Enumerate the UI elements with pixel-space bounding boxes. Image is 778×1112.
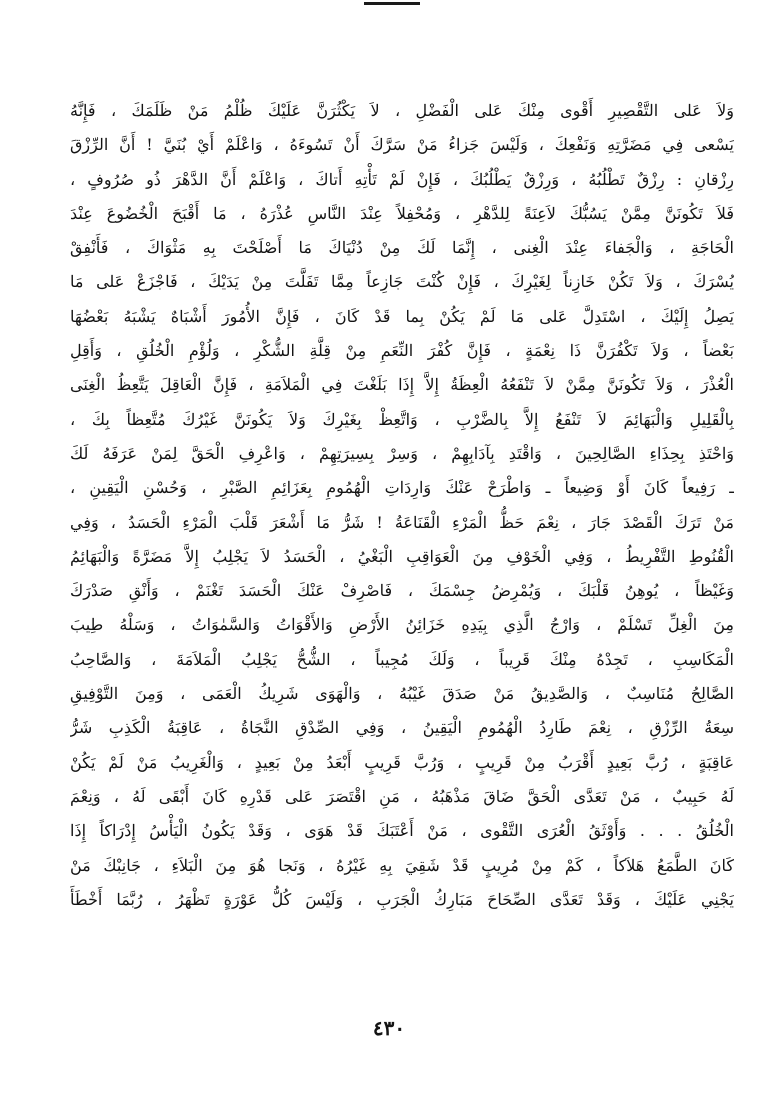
- text-line: يَسْعى فِي مَضَرَّتِهِ وَنَفْعِكَ ، وَلَيْسَ جَزاءُ مَنْ سَرَّكَ أَنْ تَسُوءَهُ ، وَاعْلَمْ أَيْ بُنَيَّ ! أَنَّ الرِّزْقَ: [70, 135, 734, 155]
- text-line: وَغَيْظاً ، يُوهِنُ قَلْبَكَ ، وَيُمْرِضُ جِسْمَكَ ، فَاصْرِفْ عَنْكَ الْحَسَدَ تَغْنَمْ ، وَأَنْقِ صَدْرَكَ: [70, 581, 734, 601]
- text-line: يُسْرَكَ ، وَلاَ تَكُنْ خَازِناً لِغَيْرِكَ ، فَإِنْ كُنْتَ جَازِعاً مِمَّا تَفَلَّتَ مِنْ يَدَيْكَ ، فَاجْزَعْ عَلى مَا: [70, 272, 734, 292]
- text-line: الْعُذْرَ ، وَلاَ تَكُونَنَّ مِمَّنْ لاَ تَنْفَعُهُ الْعِظَةُ إِلاَّ إِذَا بَلَغْتَ فِي الْمَلاَمَةِ ، فَإِنَّ الْعَاقِلَ يَتَّعِظُ الْغِنَى: [70, 375, 734, 395]
- text-line: بِالْقَلِيلِ وَالْبَهَائِمَ لاَ تَنْفَعُ إِلاَّ بِالضَّرْبِ ، وَاتَّعِظْ بِغَيْرِكَ وَلاَ يَكُونَنَّ غَيْرُكَ مُتَّعِظاً بِكَ ،: [70, 409, 734, 429]
- text-line: الْخُلُقُ . . . وَأَوْثَقُ الْعُرَى التَّقْوى ، مَنْ أَعْتَبَكَ قَدْ هَوَى ، وَقَدْ يَكُونُ الْيَأْسُ إِدْرَاكاً إِذَا: [70, 821, 734, 841]
- text-line: يَصِلُ إِلَيْكَ ، اسْتَدِلَّ عَلى مَا لَمْ يَكُنْ بِما قَدْ كَانَ ، فَإِنَّ الأُمُورَ أَشْبَاهٌ يَشْبَهُ بَعْضُهَا: [70, 306, 734, 326]
- text-line: لَهُ حَبِيبٌ ، مَنْ تَعَدَّى الْحَقَّ ضَاقَ مَذْهَبُهُ ، مَنِ اقْتَصَرَ عَلى قَدْرِهِ كَانَ أَبْقَى لَهُ ، وَنِعْمَ: [70, 786, 734, 806]
- header-rule: [364, 2, 420, 5]
- text-line: رِزْقانِ : رِزْقٌ تَطْلُبُهُ ، وَرِزْقٌ يَطْلُبُكَ ، فَإِنْ لَمْ تَأْتِهِ أَتاكَ ، وَاعْلَمْ أَنَّ الدَّهْرَ ذُو صُرُوفٍ ،: [70, 169, 734, 189]
- text-line: وَلاَ عَلى التَّقْصِيرِ أَقْوى مِنْكَ عَلى الْفَضْلِ ، لاَ يَكْثُرَنَّ عَلَيْكَ ظُلْمُ مَنْ ظَلَمَكَ ، فَإِنَّهُ: [70, 101, 734, 120]
- text-line: الْمَكَاسِبِ ، تَجِدْهُ مِنْكَ قَرِيباً ، وَلَكَ مُجِيباً ، الشُّحُّ يَجْلِبُ الْمَلاَمَةَ ، وَالصَّاحِبُ: [70, 649, 734, 669]
- text-line: يَجْنِي عَلَيْكَ ، وَقَدْ تَعَدَّى الصِّحَاحَ مَبَارِكُ الْجَرَبِ ، وَلَيْسَ كُلُّ عَوْرَةٍ تَظْهَرُ ، رُبَّمَا أَخْطَأَ: [70, 889, 734, 909]
- text-line: فَلاَ تَكُونَنَّ مِمَّنْ يَسُبُّكَ لاَعِنَةً لِلدَّهْرِ ، وَمُحْفِلاً عِنْدَ النَّاسِ عُذْرَهُ ، مَا أَقْبَحَ الْخُضُوعَ عِنْدَ: [70, 203, 734, 223]
- text-line: وَاحْتَذِ بِحِذَاءِ الصَّالِحِينَ ، وَاقْتَدِ بِآدَابِهِمْ ، وَسِرْ بِسِيرَتِهِمْ ، وَاعْرِفِ الْحَقَّ لِمَنْ عَرَفَهُ لَكَ: [70, 443, 734, 463]
- text-line: ـ رَفِيعاً كَانَ أَوْ وَضِيعاً ـ وَاطْرَحْ عَنْكَ وَارِدَاتِ الْهُمُومِ بِعَزَائِمِ الصَّبْرِ ، وَحُسْنِ الْيَقِينِ ،: [70, 478, 734, 498]
- text-line: عَاقِبَةٍ ، رُبَّ بَعِيدٍ أَقْرَبُ مِنْ قَرِيبٍ ، وَرُبَّ قَرِيبٍ أَبْعَدُ مِنْ بَعِيدٍ ، وَالْغَرِيبُ مَنْ لَمْ يَكُنْ: [70, 752, 734, 772]
- page-number: ٤٣٠: [372, 1016, 406, 1040]
- text-line: كَانَ الطَّمَعُ هَلاَكاً ، كَمْ مِنْ مُرِيبٍ قَدْ شَقِيَ بِهِ غَيْرُهُ ، وَنَجا هُوَ مِنَ الْبَلاَءِ ، جَانِبْكَ مَنْ: [70, 855, 734, 875]
- text-line: الْحَاجَةِ ، وَالْجَفاءَ عِنْدَ الْغِنى ، إِنَّمَا لَكَ مِنْ دُنْيَاكَ مَا أَصْلَحْتَ بِهِ مَثْوَاكَ ، فَأَنْفِقْ: [70, 238, 734, 258]
- text-line: سِعَةُ الرِّزْقِ ، نِعْمَ طَارِدُ الْهُمُومِ الْيَقِينُ ، وَفِي الصِّدْقِ النَّجَاةُ ، عَاقِبَةُ الْكَذِبِ شَرُّ: [70, 718, 734, 738]
- body-text: [70, 94, 734, 917]
- text-line: الصَّالِحُ مُنَاسِبٌ ، وَالصَّدِيقُ مَنْ صَدَقَ غَيْبُهُ ، وَالْهَوَى شَرِيكُ الْعَمَى ، وَمِنَ التَّوْفِيقِ: [70, 684, 734, 704]
- text-line: الْقُنُوطِ التَّفْرِيطُ ، وَفِي الْخَوْفِ مِنَ الْعَوَاقِبِ الْبَغْيُ ، الْحَسَدُ لاَ يَجْلِبُ إِلاَّ مَضَرَّةً وَالْبَهَائِمُ: [70, 546, 734, 566]
- text-line: مَنْ تَرَكَ الْقَصْدَ جَارَ ، نِعْمَ حَظُّ الْمَرْءِ الْقَنَاعَةُ ! شَرُّ مَا أَشْعَرَ قَلْبَ الْمَرْءِ الْحَسَدُ ، وَفِي: [70, 512, 734, 532]
- text-line: بَعْضاً ، وَلاَ تَكْفُرَنَّ ذَا نِعْمَةٍ ، فَإِنَّ كُفْرَ النِّعَمِ مِنْ قِلَّةِ الشُّكْرِ ، وَلُؤْمِ الْخُلُقِ ، وَأَقِلِ: [70, 341, 734, 361]
- text-line: مِنَ الْغِلِّ تَسْلَمْ ، وَارْجُ الَّذِي بِيَدِهِ خَزَائِنُ الأَرْضِ وَالأَقْوَاتُ وَالسَّمٰوَاتُ ، وَسَلْهُ طِيبَ: [70, 615, 734, 635]
